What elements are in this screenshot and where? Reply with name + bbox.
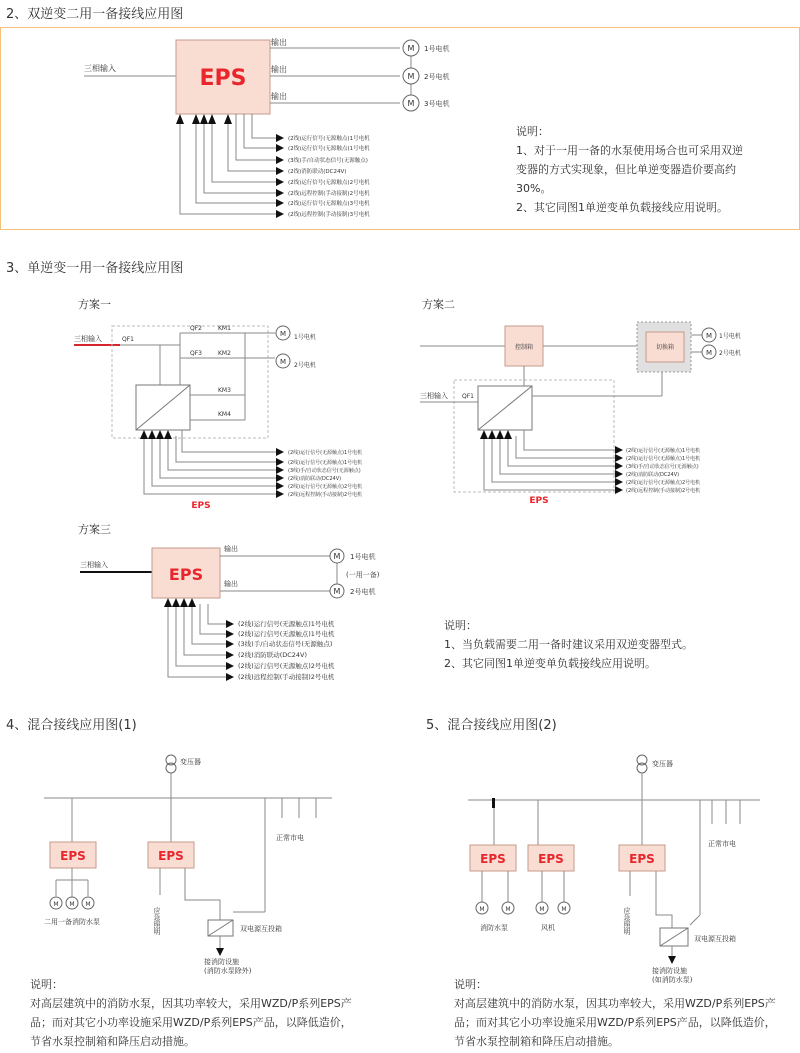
eps-label: EPS [60,849,86,863]
signal-label: (2线)运行信号(无源触点)2号电机 [288,484,363,490]
note-body: 对高层建筑中的消防水泵，因其功率较大，采用WZD/P系列EPS产品；而对其它小功率设施采用WZD/P系列EPS产品，以降低造价，节省水泵控制箱和降压启动措施。 [30,997,352,1048]
dual-box-label: 双电源互投箱 [694,935,736,943]
note-body: 对高层建筑中的消防水泵，因其功率较大，采用WZD/P系列EPS产品；而对其它小功率设施采用WZD/P系列EPS产品，以降低造价，节省水泵控制箱和降压启动措施。 [454,997,776,1048]
motor-label: 2号电机 [350,588,376,596]
input-label: 三相输入 [420,392,448,400]
signal-label: (2线)消防联动(DC24V) [288,476,342,482]
motor-label: 1号电机 [350,553,376,561]
eps-label: EPS [538,852,564,866]
section3-notes [444,616,774,673]
pumps-label: 消防水泵 [480,924,508,932]
input-label: 三相输入 [84,64,116,73]
output-label: 输出 [271,92,287,101]
eps-label: EPS [168,565,204,584]
output-label: 输出 [271,65,287,74]
signal-label: (2线)运行信号(无源触点)2号电机 [626,480,701,486]
signal-label: (2线)远程控制(手动接制)2号电机 [288,191,370,197]
note-title: 说明： [444,619,477,632]
fan-label: 风机 [541,924,555,932]
section2-diagram [84,40,419,214]
eps-label: EPS [199,66,247,91]
standby-label: (一用一备) [346,571,380,579]
eps-label: EPS [529,496,549,506]
output-label: 输出 [224,545,238,553]
eps-label: EPS [191,501,211,511]
fire-sub-label: (如消防水泵) [652,976,693,984]
motor-letter: M [53,901,59,908]
input-label: 三相输入 [74,335,102,343]
signal-label: (2线)运行信号(无源触点)3号电机 [288,201,370,207]
signal-label: (2线)远程控制(手动接制)3号电机 [288,212,370,218]
qf3-label: QF3 [190,350,202,357]
fire-label: 接消防设施 [652,967,687,975]
signal-label: (2线)运行信号(无源触点)1号电机 [238,620,335,628]
signal-label: (3线)手/自动状态信号(无源触点) [288,158,368,164]
section5-title: 5、混合接线应用图(2) [426,718,557,733]
output-label: 输出 [224,580,238,588]
motor-letter: M [479,906,485,913]
signal-label: (2线)运行信号(无源触点)1号电机 [288,450,363,456]
qf1-label: QF1 [122,336,134,343]
km3-label: KM3 [218,387,231,394]
output-label: 输出 [271,38,287,47]
motor-label: 1号电机 [424,45,450,53]
eps-label: EPS [480,852,506,866]
signal-label: (2线)运行信号(无源触点)1号电机 [238,630,335,638]
motor-letter: M [407,99,415,108]
scheme3-title: 方案三 [78,523,111,536]
pumps-label: 二用一备消防水泵 [44,918,100,926]
motor-letter: M [407,72,415,81]
signal-label: (2线)远程控制(手动接制)2号电机 [238,673,335,681]
signal-label: (2线)运行信号(无源触点)1号电机 [626,456,701,462]
normal-power-label: 正常市电 [708,840,736,848]
signal-label: (2线)消防联动(DC24V) [288,169,347,175]
signal-label: (3线)手/自动状态信号(无源触点) [238,640,333,648]
km4-label: KM4 [218,411,231,418]
motor-letter: M [279,358,287,366]
transformer-label: 变压器 [180,758,201,766]
input-label: 三相输入 [80,561,108,569]
motor-letter: M [69,901,75,908]
motor-letter: M [407,44,415,53]
motor-letter: M [539,906,545,913]
note-item: 1、对于一用一备的水泵使用场合也可采用双逆变器的方式实现象，但比单逆变器造价要高约30%。 [516,144,743,195]
qf1-label: QF1 [462,393,474,400]
motor-label: 2号电机 [424,73,450,81]
control-box-label: 控制箱 [514,344,534,351]
eps-label: EPS [629,852,655,866]
dual-box-label: 双电源互投箱 [240,925,282,933]
section4-notes [30,975,355,1051]
signal-label: (2线)运行信号(无源触点)1号电机 [626,448,701,454]
signal-label: (2线)运行信号(无源触点)2号电机 [238,662,335,670]
motor-letter: M [85,901,91,908]
switch-box-label: 切换箱 [655,344,675,351]
signal-label: (2线)运行信号(无源触点)2号电机 [288,180,370,186]
signal-label: (2线)远程控制(手动接制)2号电机 [288,492,363,498]
emergency-label: 应急照明 [153,907,161,935]
scheme2-title: 方案二 [422,298,455,311]
section2-notes [516,122,746,217]
motor-label: 2号电机 [719,350,741,357]
scheme1-diagram [74,326,290,494]
emergency-label: 应急照明 [623,907,631,935]
normal-power-label: 正常市电 [276,834,304,842]
qf2-label: QF2 [190,325,202,332]
section2-title: 2、双逆变二用一备接线应用图 [6,7,184,22]
motor-label: 2号电机 [294,362,316,369]
motor-letter: M [333,552,341,561]
motor-letter: M [705,332,713,340]
motor-letter: M [561,906,567,913]
signal-label: (2线)远程控制(手动接制)2号电机 [626,488,701,494]
signal-label: (2线)消防联动(DC24V) [626,472,680,478]
signal-label: (2线)运行信号(无源触点)1号电机 [288,460,363,466]
motor-letter: M [505,906,511,913]
transformer-label: 变压器 [652,760,673,768]
section5-diagram [468,755,760,960]
motor-letter: M [333,587,341,596]
km1-label: KM1 [218,325,231,332]
signal-label: (2线)运行信号(无源触点)1号电机 [288,136,370,142]
note-title: 说明： [516,125,549,138]
km2-label: KM2 [218,350,231,357]
scheme1-title: 方案一 [78,298,111,311]
section2-signal-labels [288,134,370,218]
signal-label: (3线)手/自动状态信号(无源触点) [288,468,361,474]
note-item: 2、其它同图1单逆变单负载接线应用说明。 [516,201,728,214]
signal-label: (2线)消防联动(DC24V) [238,651,308,659]
motor-letter: M [705,349,713,357]
motor-label: 1号电机 [294,334,316,341]
section5-notes [454,975,784,1051]
section4-title: 4、混合接线应用图(1) [6,718,137,733]
eps-label: EPS [158,849,184,863]
motor-label: 3号电机 [424,100,450,108]
note-title: 说明： [454,978,487,991]
fire-label: 接消防设施 [204,958,239,966]
motor-label: 1号电机 [719,333,741,340]
signal-label: (3线)手/自动状态信号(无源触点) [626,464,699,470]
note-title: 说明： [30,978,63,991]
motor-letter: M [279,330,287,338]
signal-label: (2线)运行信号(无源触点)1号电机 [288,146,370,152]
note-item: 1、当负载需要二用一备时建议采用双逆变器型式。 [444,638,693,651]
note-item: 2、其它同图1单逆变单负载接线应用说明。 [444,657,656,670]
section2-up-arrows [176,114,232,124]
section3-title: 3、单逆变一用一备接线应用图 [6,261,184,276]
fire-sub-label: (消防水泵除外) [204,967,252,975]
